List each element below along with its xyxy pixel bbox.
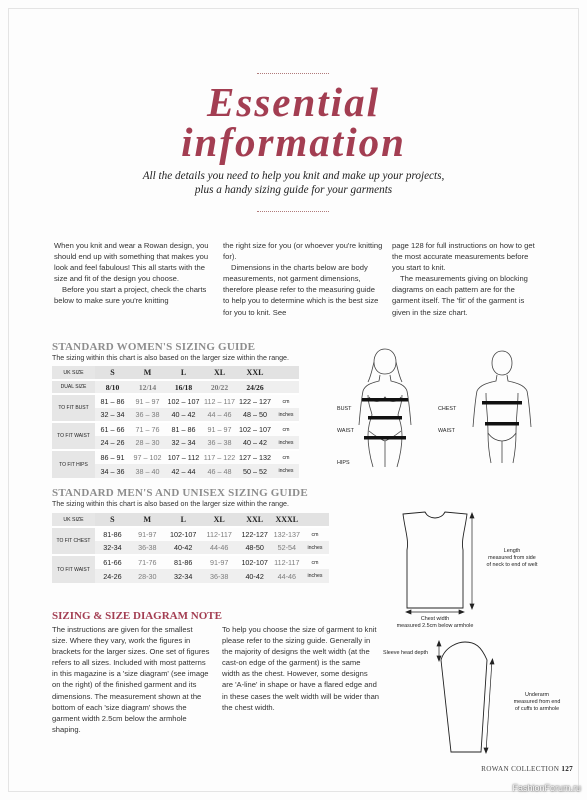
- row-label: TO FIT WAIST: [52, 422, 95, 450]
- page-title: [0, 79, 587, 165]
- waist-label-male: WAIST: [438, 428, 455, 434]
- table-cell: 91 – 97: [202, 422, 237, 436]
- dual-size-label: DUAL SIZE: [52, 380, 95, 394]
- table-cell: 91-97: [202, 555, 237, 569]
- unit-cell: inches: [301, 541, 329, 555]
- unit-cell: inches: [301, 569, 329, 583]
- chest-width-label-text: Chest width measured 2.5cm below armhole: [396, 616, 474, 629]
- table-cell: 42 – 44: [165, 464, 202, 478]
- intro-column-1: [54, 240, 214, 307]
- table-cell: 44-46: [273, 569, 301, 583]
- size-header: XXXL: [273, 513, 301, 527]
- hips-measure-band: [364, 436, 406, 440]
- chest-width-label: [375, 616, 495, 630]
- table-cell: 34 – 36: [95, 464, 130, 478]
- table-cell: 91 – 97: [130, 394, 165, 408]
- table-cell: 36-38: [130, 541, 165, 555]
- table-cell: 61 – 66: [95, 422, 130, 436]
- dual-size-value: 16/18: [165, 380, 202, 394]
- table-cell: 112 – 117: [202, 394, 237, 408]
- table-cell: 122-127: [237, 527, 273, 541]
- womens-guide-note: The sizing within this chart is also based on the larger size within the range.: [52, 354, 289, 362]
- table-cell: 40-42: [237, 569, 273, 583]
- uk-size-label: UK SIZE: [52, 366, 95, 380]
- table-cell: 102-107: [165, 527, 202, 541]
- size-header: XL: [202, 366, 237, 380]
- bust-measure-band: [362, 398, 408, 402]
- row-label: TO FIT BUST: [52, 394, 95, 422]
- intro-paragraph: The measurements giving on blocking diagrams on each pattern are for the garment itself. The 'fit' of the garment is given in the size chart.: [392, 274, 528, 317]
- table-cell: 38 – 40: [130, 464, 165, 478]
- dual-size-value: 12/14: [130, 380, 165, 394]
- table-cell: 127 – 132: [237, 450, 273, 464]
- unit-cell: cm: [273, 422, 299, 436]
- subtitle-divider: [257, 211, 329, 212]
- table-cell: 44-46: [202, 541, 237, 555]
- intro-paragraph: When you knit and wear a Rowan design, you should end up with something that makes you look and feel fabulous! This all starts with the size and fit of the design you choose.: [54, 241, 209, 284]
- table-cell: 32-34: [165, 569, 202, 583]
- top-divider: [257, 73, 329, 74]
- page-subtitle: [0, 169, 587, 197]
- male-figure-illustration: [457, 345, 547, 475]
- page-footer: [481, 765, 573, 773]
- table-cell: 112-117: [202, 527, 237, 541]
- table-cell: 32-34: [95, 541, 130, 555]
- table-cell: 36 – 38: [202, 436, 237, 450]
- length-label-text: Length measured from side of neck to end of welt: [486, 548, 538, 568]
- magazine-name: ROWAN COLLECTION: [481, 765, 560, 773]
- size-header: XXL: [237, 513, 273, 527]
- table-cell: 102 – 107: [165, 394, 202, 408]
- garment-body-diagram: [395, 510, 475, 615]
- size-header: XL: [202, 513, 237, 527]
- watermark: FashionForum.ru: [512, 783, 581, 793]
- table-header-row: [52, 366, 299, 380]
- size-header: S: [95, 366, 130, 380]
- size-header: S: [95, 513, 130, 527]
- page-number: 127: [561, 765, 573, 773]
- bust-label: BUST: [337, 406, 352, 412]
- waist-measure-band-male: [485, 422, 519, 426]
- intro-column-3: [392, 240, 542, 318]
- table-cell: 102-107: [237, 555, 273, 569]
- dual-size-value: 8/10: [95, 380, 130, 394]
- table-cell: 40-42: [165, 541, 202, 555]
- unit-cell: inches: [273, 436, 299, 450]
- table-cell: 81 – 86: [95, 394, 130, 408]
- table-cell: 52-54: [273, 541, 301, 555]
- womens-size-table: [52, 366, 299, 478]
- sleeve-head-label: Sleeve head depth: [383, 650, 428, 656]
- table-cell: 71-76: [130, 555, 165, 569]
- title-line-2: information: [181, 119, 406, 165]
- table-row: [52, 527, 329, 541]
- table-cell: 32 – 34: [95, 408, 130, 422]
- size-header: M: [130, 513, 165, 527]
- table-row: [52, 555, 329, 569]
- table-cell: 117 – 122: [202, 450, 237, 464]
- uk-size-label: UK SIZE: [52, 513, 95, 527]
- table-cell: 122 – 127: [237, 394, 273, 408]
- table-cell: 28 – 30: [130, 436, 165, 450]
- size-header: M: [130, 366, 165, 380]
- intro-column-2: [223, 240, 383, 318]
- table-cell: 61-66: [95, 555, 130, 569]
- table-row: [52, 380, 299, 394]
- table-row: [52, 450, 299, 464]
- table-cell: 97 – 102: [130, 450, 165, 464]
- table-cell: 32 – 34: [165, 436, 202, 450]
- table-row: [52, 394, 299, 408]
- mens-size-table: [52, 513, 329, 583]
- subtitle-line-2: plus a handy sizing guide for your garments: [194, 184, 393, 196]
- table-cell: 24 – 26: [95, 436, 130, 450]
- intro-paragraph: the right size for you (or whoever you're knitting for).: [223, 241, 383, 262]
- mens-guide-title: STANDARD MEN'S AND UNISEX SIZING GUIDE: [52, 487, 308, 499]
- table-cell: 91-97: [130, 527, 165, 541]
- table-cell: 36-38: [202, 569, 237, 583]
- subtitle-line-1: All the details you need to help you knit and make up your projects,: [142, 170, 445, 182]
- dual-size-value: 20/22: [202, 380, 237, 394]
- underarm-label-text: Underarm measured from end of cuffs to armhole: [513, 692, 561, 712]
- table-cell: 81 – 86: [165, 422, 202, 436]
- length-label: [472, 548, 552, 569]
- table-cell: 48-50: [237, 541, 273, 555]
- unit-cell: inches: [273, 408, 299, 422]
- hips-label: HIPS: [337, 460, 350, 466]
- table-cell: 132-137: [273, 527, 301, 541]
- table-cell: 44 – 46: [202, 408, 237, 422]
- intro-paragraph: page 128 for full instructions on how to get the most accurate measurements before you start to knit.: [392, 241, 535, 273]
- mens-guide-note: The sizing within this chart is also based on the larger size within the range.: [52, 500, 289, 508]
- table-row: [52, 422, 299, 436]
- unit-cell: cm: [301, 527, 329, 541]
- waist-measure-band: [368, 416, 402, 420]
- row-label: TO FIT WAIST: [52, 555, 95, 583]
- intro-paragraph: Before you start a project, check the charts below to make sure you're knitting: [54, 285, 207, 306]
- size-header: L: [165, 366, 202, 380]
- table-cell: 81-86: [165, 555, 202, 569]
- table-cell: 50 – 52: [237, 464, 273, 478]
- size-header: XXL: [237, 366, 273, 380]
- table-cell: 24-26: [95, 569, 130, 583]
- table-cell: 46 – 48: [202, 464, 237, 478]
- table-cell: 40 – 42: [165, 408, 202, 422]
- chest-measure-band: [482, 401, 522, 405]
- row-label: TO FIT CHEST: [52, 527, 95, 555]
- table-cell: 28-30: [130, 569, 165, 583]
- unit-cell: inches: [273, 464, 299, 478]
- table-cell: 40 – 42: [237, 436, 273, 450]
- table-cell: 81-86: [95, 527, 130, 541]
- row-label: TO FIT HIPS: [52, 450, 95, 478]
- chest-label: CHEST: [438, 406, 457, 412]
- sizing-note-column-1: The instructions are given for the smallest size. Where they vary, work the figures in brackets for the larger sizes. One set of figures refers to all sizes. Included with most patterns in this magazine is a 'size diagram' (see image on the right) of the finished garment and its dimensions. The measurement shown at the bottom of each 'size diagram' shows the garment width 2.5cm below the armhole shaping.: [52, 625, 210, 734]
- sizing-note-title: SIZING & SIZE DIAGRAM NOTE: [52, 610, 222, 622]
- unit-cell: cm: [273, 394, 299, 408]
- table-cell: 48 – 50: [237, 408, 273, 422]
- table-cell: 107 – 112: [165, 450, 202, 464]
- dual-size-value: 24/26: [237, 380, 273, 394]
- table-cell: 112-117: [273, 555, 301, 569]
- table-cell: 102 – 107: [237, 422, 273, 436]
- title-line-1: Essential: [207, 79, 380, 125]
- size-header: L: [165, 513, 202, 527]
- table-cell: 71 – 76: [130, 422, 165, 436]
- female-figure-illustration: [340, 345, 430, 475]
- unit-cell: cm: [273, 450, 299, 464]
- intro-paragraph: Dimensions in the charts below are body measurements, not garment dimensions, therefore please refer to the measuring guide to help you to determine which is the best size for you to knit. See: [223, 263, 379, 317]
- sizing-note-column-2: To help you choose the size of garment to knit please refer to the sizing guide. Generally in the majority of designs the welt width (at the cast-on edge of the garment) is the same width as the chest. However, some designs are 'A-line' in shape or have a flared edge and in these cases the welt width will be wider than the chest width.: [222, 625, 380, 712]
- table-cell: 86 – 91: [95, 450, 130, 464]
- table-header-row: [52, 513, 329, 527]
- underarm-label: [498, 692, 576, 713]
- unit-cell: cm: [301, 555, 329, 569]
- waist-label-female: WAIST: [337, 428, 354, 434]
- womens-guide-title: STANDARD WOMEN'S SIZING GUIDE: [52, 341, 256, 353]
- table-cell: 36 – 38: [130, 408, 165, 422]
